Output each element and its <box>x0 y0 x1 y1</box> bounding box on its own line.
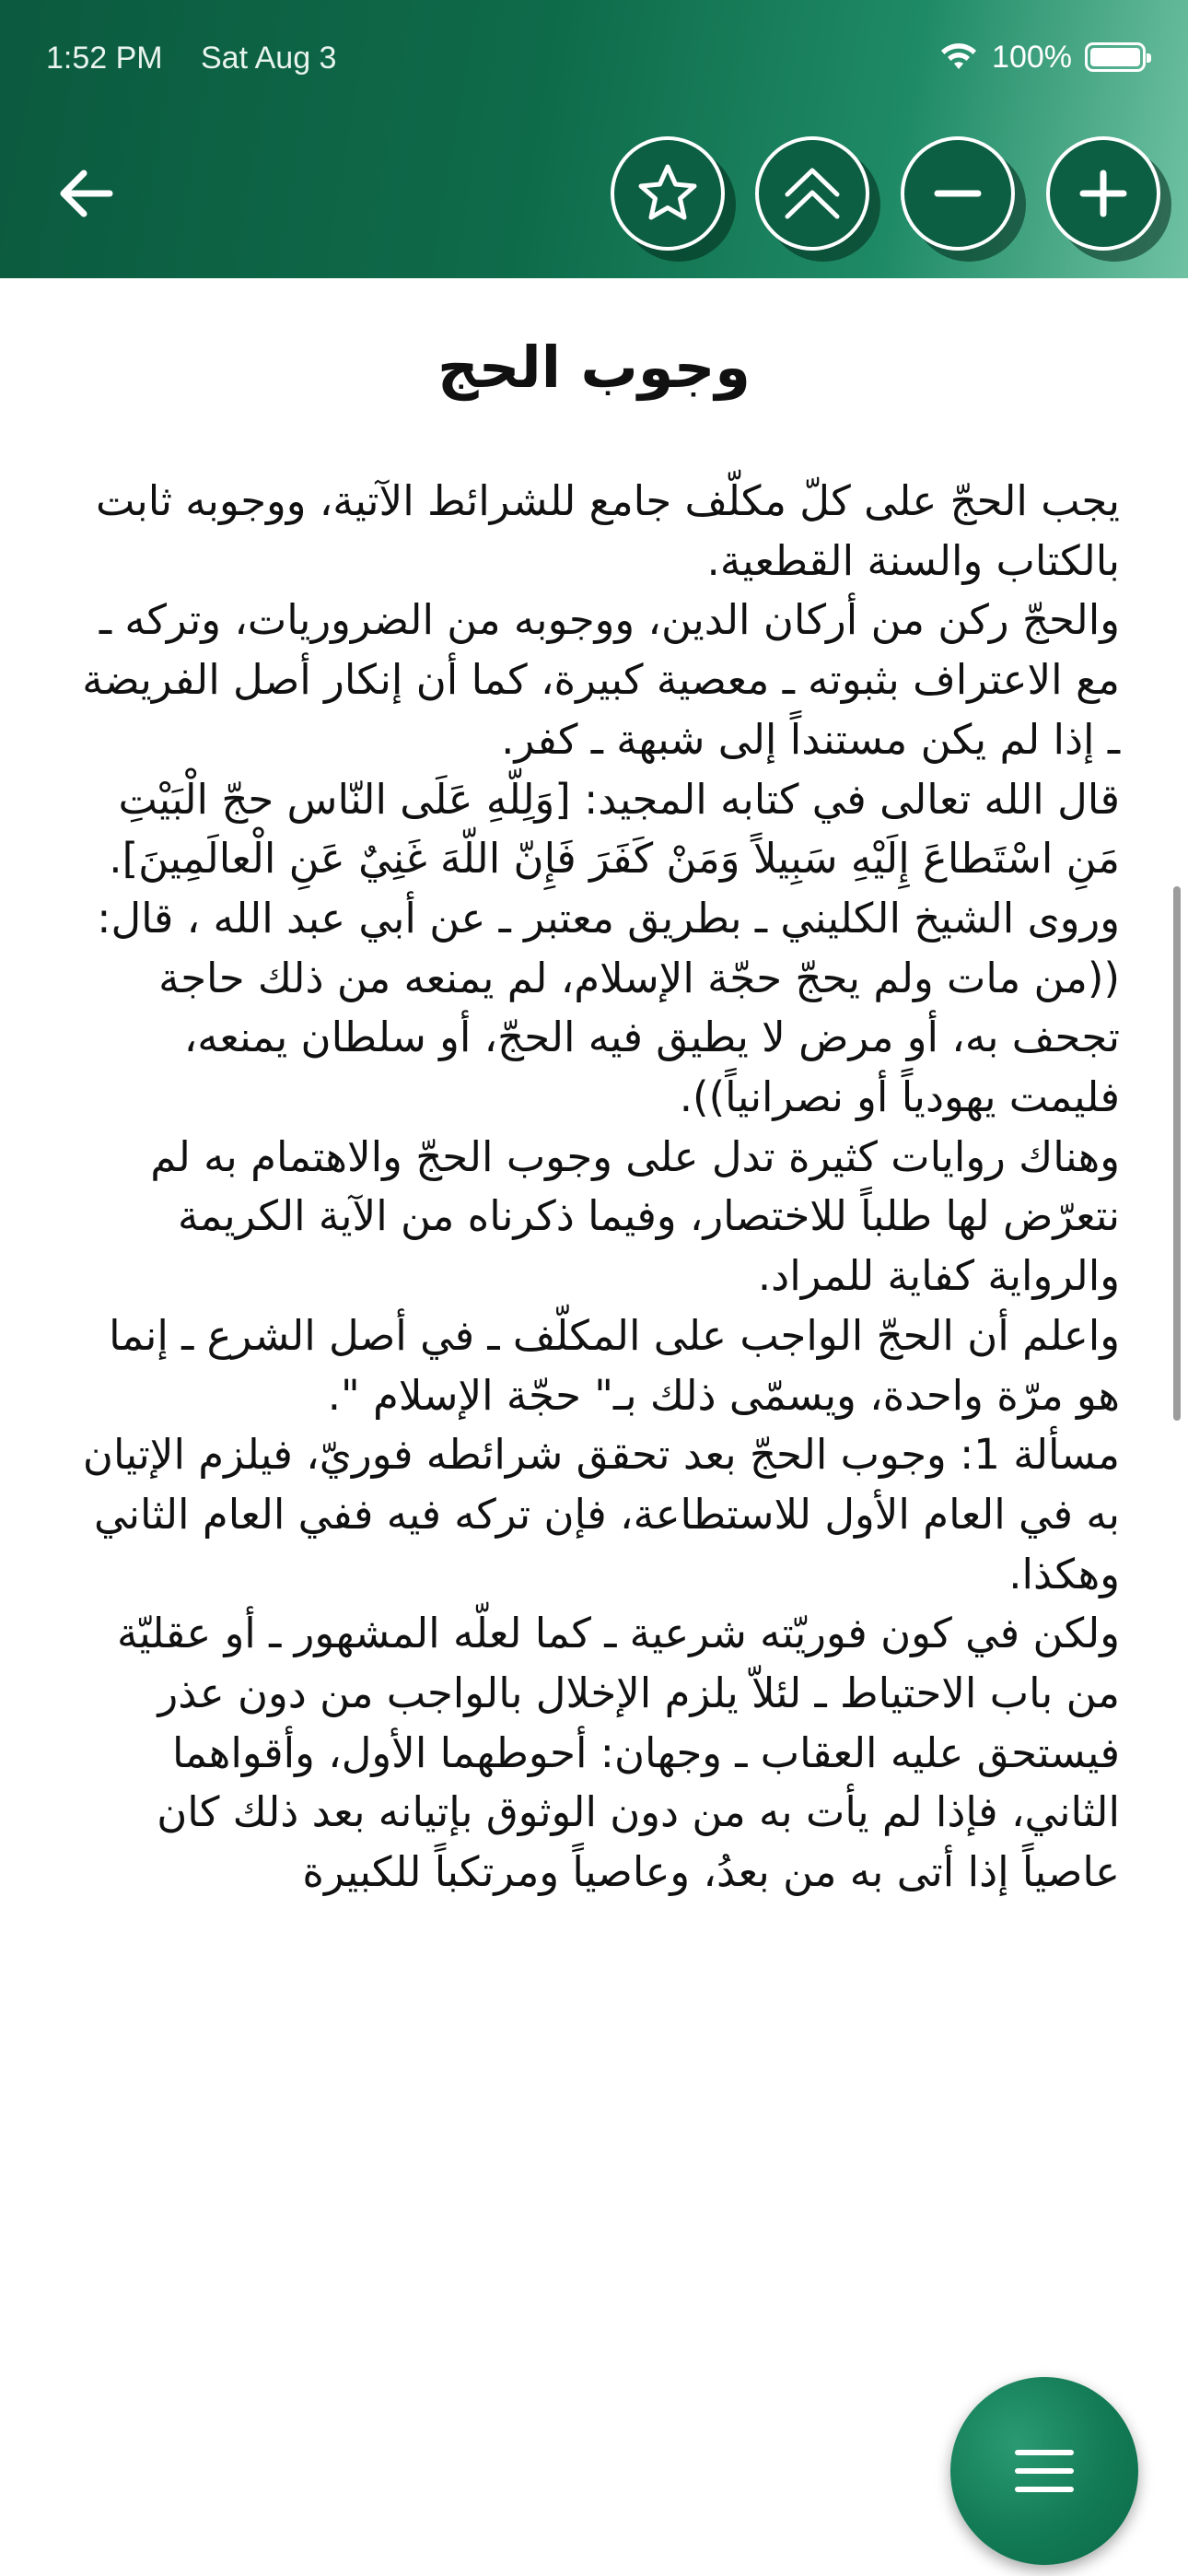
wifi-icon <box>938 41 979 73</box>
paragraph: واعلم أن الحجّ الواجب على المكلّف ـ في أصل الشرع ـ إنما هو مرّة واحدة، ويسمّى ذلك بـ" حجّة الإسلام ". <box>109 1310 1120 1420</box>
paragraph: وهناك روايات كثيرة تدل على وجوب الحجّ والاهتمام به لم نتعرّض لها طلباً للاختصار، وفيما ذكرناه من الآية الكريمة والرواية كفاية للمراد. <box>150 1131 1120 1301</box>
minus-icon <box>928 164 987 223</box>
paragraph: قال الله تعالى في كتابه المجيد: [وَلِلّهِ عَلَى النّاس حجّ الْبَيْتِ مَنِ اسْتَطاعَ إِلَيْهِ سَبِيلاً وَمَنْ كَفَرَ فَإِنّ اللّهَ غَنِيٌ عَنِ الْعالَمِينَ]. <box>109 774 1120 884</box>
paragraph: يجب الحجّ على كلّ مكلّف جامع للشرائط الآتية، ووجوبه ثابت بالكتاب والسنة القطعية. <box>96 476 1120 585</box>
status-bar <box>0 0 1188 120</box>
scroll-top-button[interactable] <box>755 136 869 251</box>
article-content[interactable] <box>0 278 1188 2576</box>
paragraph: ولكن في كون فوريّته شرعية ـ كما لعلّه المشهور ـ أو عقليّة من باب الاحتياط ـ لئلاّ يلزم الإخلال بالواجب من دون عذر فيستحق عليه العقاب ـ وجهان: أحوطهما الأول، وأقواهما الثاني، فإذا لم يأت به من دون الوثوق بإتيانه بعد ذلك كان عاصياً إذا أتى به من بعدُ، وعاصياً ومرتكباً للكبيرة <box>117 1609 1120 1897</box>
zoom-in-button[interactable] <box>1046 136 1160 251</box>
scrollbar[interactable] <box>1173 886 1181 1421</box>
page-title: وجوب الحج <box>437 334 751 401</box>
paragraph: مسألة 1: وجوب الحجّ بعد تحقق شرائطه فوريّ، فيلزم الإتيان به في العام الأول للاستطاعة، فإن تركه فيه ففي العام الثاني وهكذا. <box>82 1430 1120 1598</box>
favorite-button[interactable] <box>611 136 725 251</box>
status-indicators <box>938 37 1146 77</box>
arrow-left-icon <box>58 170 113 217</box>
article-body <box>61 472 1120 1903</box>
plus-icon <box>1074 164 1133 223</box>
menu-button[interactable] <box>950 2377 1138 2565</box>
battery-icon <box>1085 42 1146 72</box>
paragraph: والحجّ ركن من أركان الدين، ووجوبه من الضروريات، وتركه ـ مع الاعتراف بثبوته ـ معصية كبيرة، كما أن إنكار أصل الفريضة ـ إذا لم يكن مستنداً إلى شبهة ـ كفر. <box>82 595 1120 764</box>
status-date: Sat Aug 3 <box>201 41 337 76</box>
back-button[interactable] <box>53 161 118 226</box>
paragraph: وروى الشيخ الكليني ـ بطريق معتبر ـ عن أبي عبد الله ، قال: ((من مات ولم يحجّ حجّة الإسلام، لم يمنعه من ذلك حاجة تجحف به، أو مرض لا يطيق فيه الحجّ، أو سلطان يمنعه، فليمت يهودياً أو نصرانياً)). <box>97 893 1120 1122</box>
menu-icon <box>1012 2445 1077 2497</box>
battery-percent: 100% <box>992 39 1072 75</box>
battery-level <box>1090 48 1140 66</box>
status-time: 1:52 PM <box>46 41 163 76</box>
zoom-out-button[interactable] <box>901 136 1015 251</box>
app-header <box>0 0 1188 278</box>
double-chevron-up-icon <box>778 159 846 228</box>
star-icon <box>635 161 700 226</box>
